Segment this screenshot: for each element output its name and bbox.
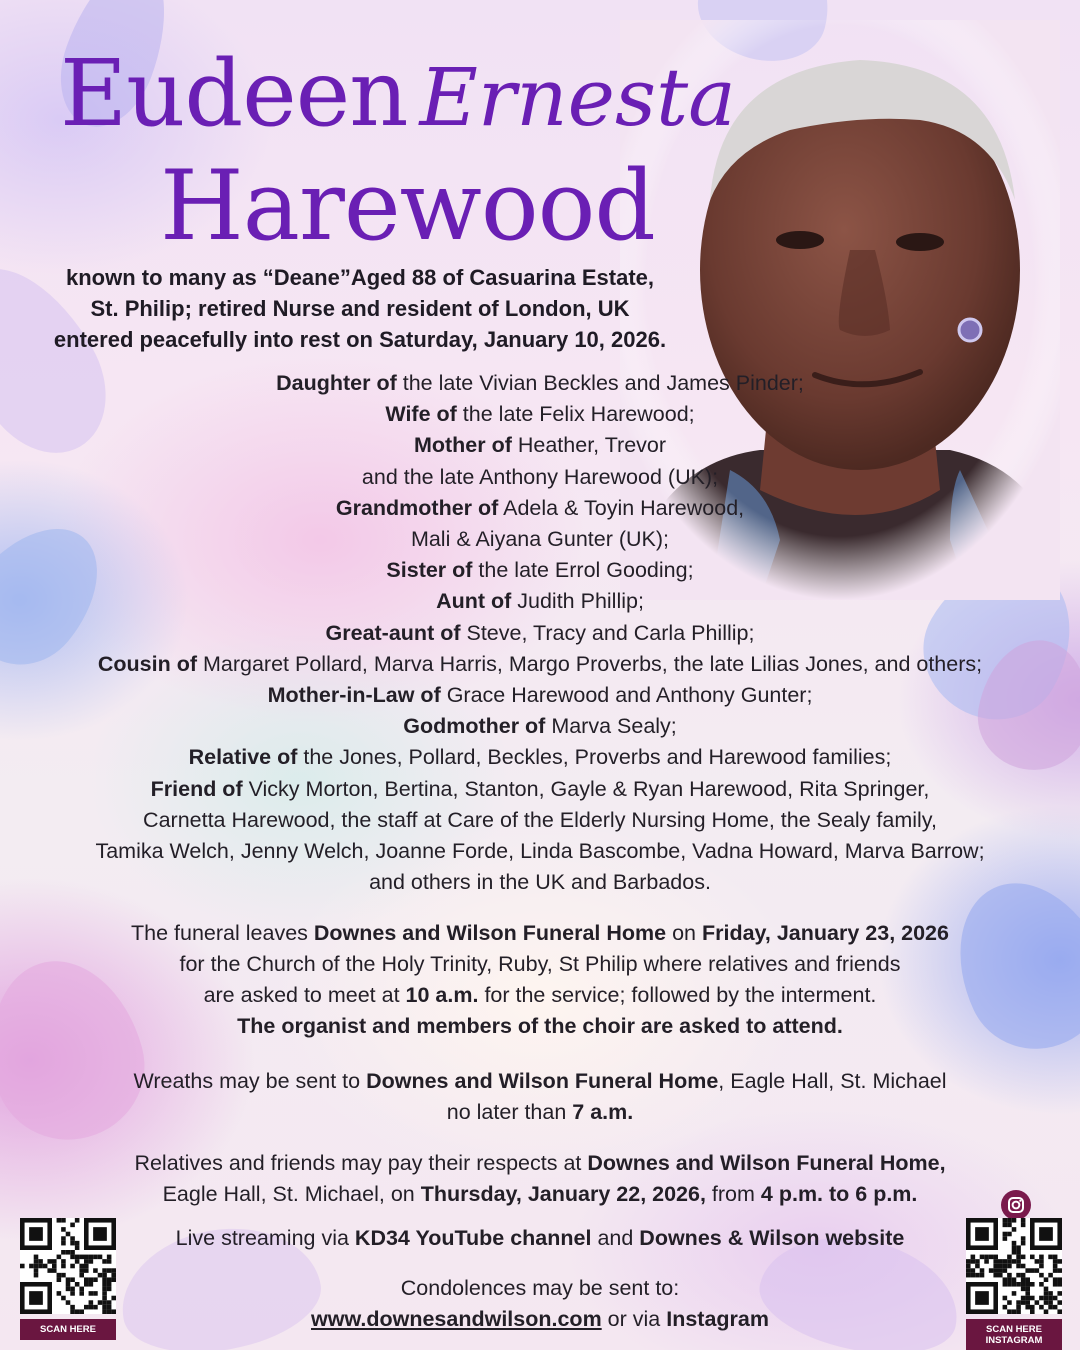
funeral-home-name: Downes and Wilson Funeral Home, [587, 1151, 946, 1175]
relation-label: Great-aunt of [325, 620, 461, 645]
intro-line: known to many as “Deane”Aged 88 of Casuarina Estate, [65, 265, 655, 290]
wreaths-details [0, 1066, 1080, 1128]
relation-text: Grace Harewood and Anthony Gunter; [440, 683, 813, 708]
respects-details [0, 1148, 1080, 1210]
funeral-home-name: Downes and Wilson Funeral Home [366, 1069, 719, 1093]
relation-label: Godmother of [403, 714, 546, 739]
youtube-channel-link[interactable]: KD34 YouTube channel [354, 1226, 592, 1250]
relation-row [0, 462, 1080, 493]
relation-row [0, 680, 1080, 711]
funeral-text: for the service; followed by the interment. [478, 983, 877, 1007]
wreaths-line [0, 1066, 1080, 1097]
relation-text: Carnetta Harewood, the staff at Care of the Elderly Nursing Home, the Sealy family, [143, 807, 937, 832]
relation-text: the late Felix Harewood; [456, 402, 695, 427]
relation-text: Judith Phillip; [511, 589, 644, 614]
relation-row [0, 836, 1080, 867]
relation-row [0, 867, 1080, 898]
relation-text: Margaret Pollard, Marva Harris, Margo Proverbs, the late Lilias Jones, and others; [197, 651, 983, 676]
condolences-heading: Condolences may be sent to: [400, 1276, 680, 1300]
relation-label: Sister of [386, 558, 473, 583]
condolences-details [0, 1273, 1080, 1335]
wreaths-line [0, 1097, 1080, 1128]
relation-row [0, 399, 1080, 430]
relation-text: and others in the UK and Barbados. [369, 870, 711, 895]
qr-left-container[interactable] [20, 1218, 116, 1340]
relation-label: Wife of [385, 402, 457, 427]
funeral-text: on [666, 921, 702, 945]
intro-line: St. Philip; retired Nurse and resident of London, UK [90, 296, 630, 321]
qr-right-label-line: INSTAGRAM [985, 1335, 1043, 1346]
respects-date: Thursday, January 22, 2026, [420, 1182, 706, 1206]
relation-row [0, 524, 1080, 555]
instagram-link[interactable]: Instagram [666, 1307, 769, 1331]
wreaths-text: no later than [446, 1100, 573, 1124]
relation-label: Friend of [150, 776, 243, 801]
relation-text: Mali & Aiyana Gunter (UK); [410, 527, 670, 552]
relation-text: Heather, Trevor [511, 433, 667, 458]
middle-name: Ernesta [419, 51, 736, 144]
qr-left-label: SCAN HERE [20, 1319, 116, 1340]
intro-paragraph [30, 262, 690, 355]
funeral-time: 10 a.m. [405, 983, 479, 1007]
relation-text: the late Vivian Beckles and James Pinder; [396, 371, 804, 395]
relation-text: Marva Sealy; [545, 714, 677, 739]
funeral-line [0, 980, 1080, 1011]
relation-text: Adela & Toyin Harewood, [498, 495, 745, 520]
relation-row [0, 586, 1080, 617]
wreaths-time: 7 a.m. [572, 1100, 634, 1124]
last-name: Harewood [160, 150, 655, 262]
funeral-text: The funeral leaves [131, 921, 314, 945]
relation-label: Mother of [413, 433, 512, 458]
qr-code-left[interactable] [20, 1218, 116, 1314]
respects-text: Eagle Hall, St. Michael, on [162, 1182, 421, 1206]
respects-time: 4 p.m. to 6 p.m. [760, 1182, 918, 1206]
first-name: Eudeen [60, 40, 408, 147]
funeral-line: for the Church of the Holy Trinity, Ruby, St Philip where relatives and friends [179, 952, 901, 976]
qr-right-container[interactable] [966, 1218, 1062, 1350]
stream-text: Live streaming via [175, 1226, 355, 1250]
relation-label: Cousin of [97, 651, 198, 676]
website-link[interactable]: Downes & Wilson website [639, 1226, 905, 1250]
condolences-website-link[interactable]: www.downesandwilson.com [311, 1307, 602, 1331]
qr-code-right[interactable] [966, 1218, 1062, 1314]
funeral-date: Friday, January 23, 2026 [701, 921, 949, 945]
relation-text: the Jones, Pollard, Beckles, Proverbs and Harewood families; [297, 745, 892, 770]
intro-line: entered peacefully into rest on Saturday, January 10, 2026. [53, 327, 667, 352]
relation-row [0, 618, 1080, 649]
relation-row [0, 555, 1080, 586]
condolences-text: or via [601, 1307, 667, 1331]
relation-text: the late Errol Gooding; [472, 558, 694, 583]
respects-line [0, 1179, 1080, 1210]
relation-row [0, 774, 1080, 805]
funeral-home-name: Downes and Wilson Funeral Home [313, 921, 667, 945]
name-title-line-1 [60, 40, 736, 160]
relation-text: Vicky Morton, Bertina, Stanton, Gayle & Ryan Harewood, Rita Springer, [242, 776, 930, 801]
relation-row [0, 493, 1080, 524]
relation-row [0, 649, 1080, 680]
relation-label: Mother-in-Law of [267, 683, 441, 708]
relation-row [0, 742, 1080, 773]
respects-line [0, 1148, 1080, 1179]
funeral-line [0, 918, 1080, 949]
choir-notice: The organist and members of the choir are asked to attend. [237, 1014, 843, 1038]
funeral-details [0, 918, 1080, 1042]
qr-right-label-line: SCAN HERE [986, 1324, 1042, 1335]
qr-right-label [966, 1319, 1062, 1350]
respects-text: from [705, 1182, 761, 1206]
relation-row [0, 368, 1080, 399]
relation-label: Daughter of [276, 371, 397, 395]
instagram-icon[interactable] [1001, 1190, 1031, 1220]
relation-text: Steve, Tracy and Carla Phillip; [460, 620, 755, 645]
relations-list [0, 368, 1080, 898]
relation-row [0, 711, 1080, 742]
relation-text: and the late Anthony Harewood (UK); [361, 464, 719, 489]
respects-text: Relatives and friends may pay their respects at [134, 1151, 588, 1175]
stream-text: and [591, 1226, 640, 1250]
relation-label: Aunt of [436, 589, 512, 614]
relation-label: Relative of [188, 745, 298, 770]
relation-label: Grandmother of [335, 495, 499, 520]
relation-row [0, 430, 1080, 461]
live-stream-details [0, 1223, 1080, 1254]
funeral-text: are asked to meet at [203, 983, 406, 1007]
wreaths-text: Wreaths may be sent to [133, 1069, 367, 1093]
relation-row [0, 805, 1080, 836]
condolences-line [0, 1304, 1080, 1335]
relation-text: Tamika Welch, Jenny Welch, Joanne Forde, Linda Bascombe, Vadna Howard, Marva Barrow; [95, 839, 985, 864]
wreaths-text: , Eagle Hall, St. Michael [718, 1069, 947, 1093]
stream-line [0, 1223, 1080, 1254]
